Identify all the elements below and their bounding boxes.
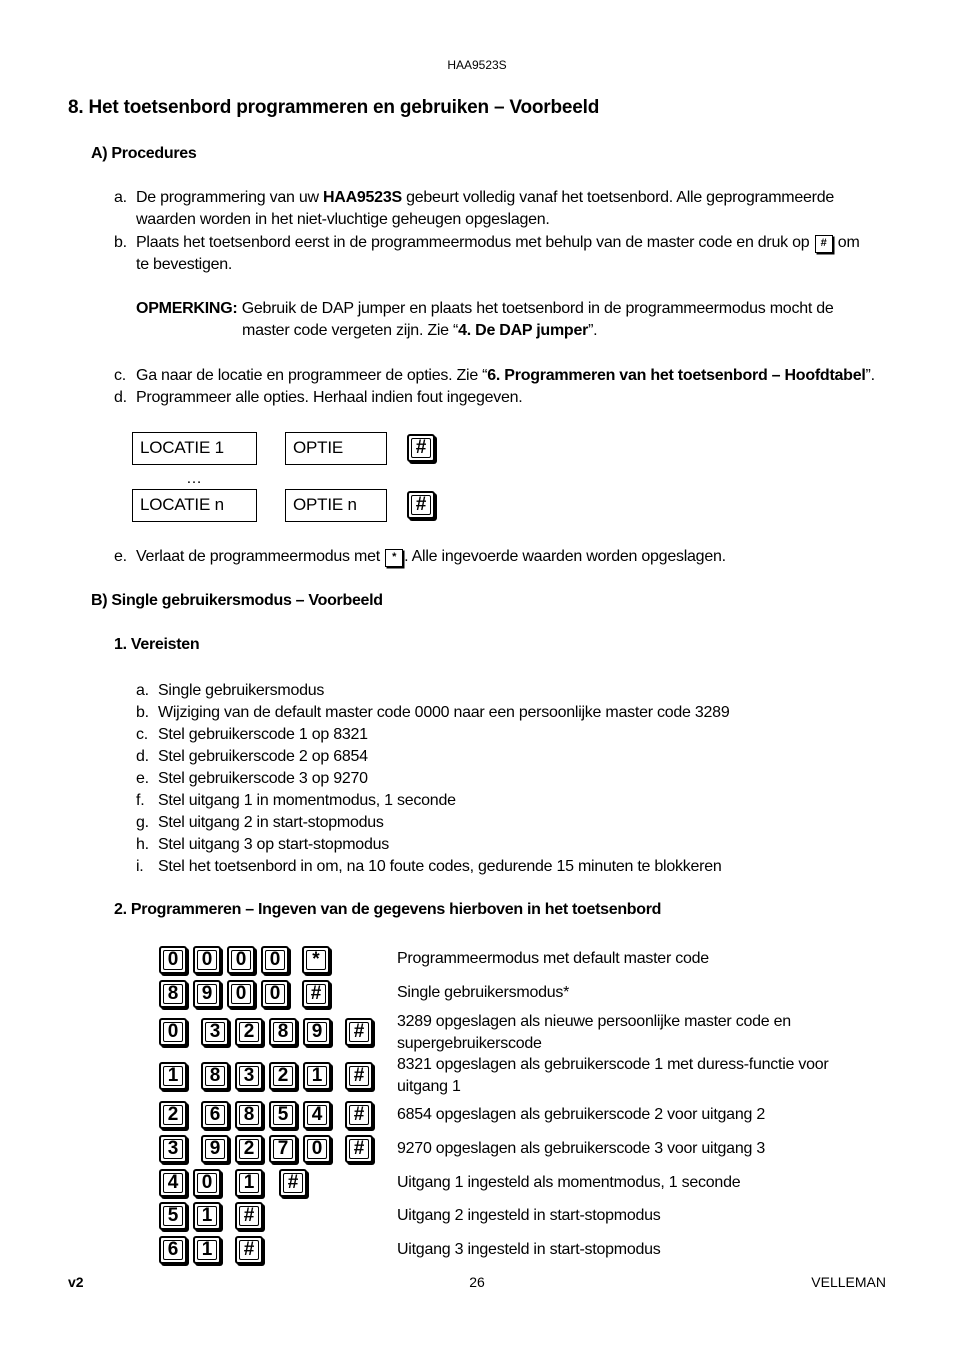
requirement-text: Stel het toetsenbord in om, na 10 foute codes, gedurende 15 minuten te blokkeren [158, 858, 722, 875]
heading-requirements: 1. Vereisten [114, 636, 200, 653]
digit-key-icon: 0 [193, 946, 221, 974]
item-c: c. Ga naar de locatie en programmeer de opties. Zie “6. Programmeren van het toetsenbord – Hoofdtabel”. [114, 365, 875, 387]
note: OPMERKING: Gebruik de DAP jumper en plaats het toetsenbord in de programmeermodus mocht de [136, 300, 834, 317]
digit-key-icon: 3 [159, 1135, 187, 1163]
digit-key-icon: 0 [261, 946, 289, 974]
item-a: a. De programmering van uw HAA9523S gebeurt volledig vanaf het toetsenbord. Alle geprogrammeerde [114, 187, 834, 209]
digit-key-icon: 2 [235, 1018, 263, 1046]
digit-key-icon: 0 [261, 980, 289, 1008]
heading-single-user-mode: B) Single gebruikersmodus – Voorbeeld [91, 592, 383, 609]
option-n-box: OPTIE n [285, 489, 387, 522]
item-a-line2: waarden worden in het niet-vluchtige geheugen opgeslagen. [136, 211, 550, 228]
footer-brand: VELLEMAN [811, 1274, 886, 1290]
item-a-label: a. [114, 189, 127, 206]
requirement-item [136, 812, 384, 834]
requirement-label: g. [136, 814, 149, 831]
location-1-box: LOCATIE 1 [132, 432, 257, 465]
hash-key-icon: # [345, 1018, 373, 1046]
requirement-item [136, 680, 324, 702]
item-e-label: e. [114, 548, 127, 565]
digit-key-icon: 8 [201, 1062, 229, 1090]
star-key-icon: * [302, 946, 330, 974]
requirement-text: Stel gebruikerscode 2 op 6854 [158, 748, 368, 765]
digit-key-icon: 1 [193, 1202, 221, 1230]
digit-key-icon: 9 [193, 980, 221, 1008]
item-e: e. Verlaat de programmeermodus met * . Alle ingevoerde waarden worden opgeslagen. [114, 546, 726, 568]
digit-key-icon: 2 [235, 1135, 263, 1163]
requirement-label: b. [136, 704, 149, 721]
digit-key-icon: 8 [159, 980, 187, 1008]
digit-key-icon: 1 [193, 1236, 221, 1264]
item-b-line2: te bevestigen. [136, 256, 233, 273]
step-description: Programmeermodus met default master code [397, 950, 709, 967]
product-code: HAA9523S [322, 189, 402, 206]
requirement-label: c. [136, 726, 148, 743]
digit-key-icon: 1 [235, 1169, 263, 1197]
hash-key-icon: # [235, 1236, 263, 1264]
requirement-item [136, 724, 368, 746]
requirement-item [136, 856, 722, 878]
digit-key-icon: 9 [303, 1018, 331, 1046]
step-description-line2: supergebruikerscode [397, 1035, 542, 1052]
step-description: 3289 opgeslagen als nieuwe persoonlijke master code en [397, 1013, 791, 1030]
hash-key-icon: # [345, 1135, 373, 1163]
hash-key-icon: # [279, 1169, 307, 1197]
step-description: 6854 opgeslagen als gebruikerscode 2 voor uitgang 2 [397, 1106, 765, 1123]
requirement-text: Stel gebruikerscode 1 op 8321 [158, 726, 368, 743]
section-title: 8. Het toetsenbord programmeren en gebruiken – Voorbeeld [68, 97, 600, 118]
star-key-icon: * [385, 549, 403, 567]
location-n-box: LOCATIE n [132, 489, 257, 522]
digit-key-icon: 0 [193, 1169, 221, 1197]
requirement-text: Stel gebruikerscode 3 op 9270 [158, 770, 368, 787]
hash-key-icon: # [235, 1202, 263, 1230]
requirement-text: Stel uitgang 2 in start-stopmodus [158, 814, 384, 831]
requirement-label: f. [136, 792, 145, 809]
digit-key-icon: 5 [159, 1202, 187, 1230]
hash-key-icon: # [815, 235, 833, 253]
requirement-label: d. [136, 748, 149, 765]
digit-key-icon: 0 [227, 946, 255, 974]
hash-key-icon: # [345, 1062, 373, 1090]
hash-key-icon: # [345, 1101, 373, 1129]
digit-key-icon: 0 [159, 1018, 187, 1046]
digit-key-icon: 5 [269, 1101, 297, 1129]
digit-key-icon: 3 [201, 1018, 229, 1046]
requirement-item [136, 768, 368, 790]
digit-key-icon: 2 [159, 1101, 187, 1129]
digit-key-icon: 0 [227, 980, 255, 1008]
footer-version: v2 [68, 1274, 84, 1290]
step-description: 9270 opgeslagen als gebruikerscode 3 voor uitgang 3 [397, 1140, 765, 1157]
step-description: Uitgang 1 ingesteld als momentmodus, 1 seconde [397, 1174, 741, 1191]
heading-procedures: A) Procedures [91, 145, 197, 162]
hash-key-icon: # [407, 491, 435, 519]
digit-key-icon: 6 [159, 1236, 187, 1264]
requirement-text: Wijziging van de default master code 0000 naar een persoonlijke master code 3289 [158, 704, 730, 721]
digit-key-icon: 0 [303, 1135, 331, 1163]
digit-key-icon: 7 [269, 1135, 297, 1163]
requirement-item [136, 834, 389, 856]
digit-key-icon: 8 [269, 1018, 297, 1046]
requirement-item [136, 746, 368, 768]
note-line2: master code vergeten zijn. Zie “4. De DAP jumper”. [242, 322, 598, 339]
item-b: b. Plaats het toetsenbord eerst in de programmeermodus met behulp van de master code en druk op # om [114, 232, 860, 254]
hash-key-icon: # [407, 434, 435, 462]
digit-key-icon: 0 [159, 946, 187, 974]
requirement-label: h. [136, 836, 149, 853]
ellipsis: … [186, 470, 202, 487]
item-c-label: c. [114, 367, 126, 384]
option-box: OPTIE [285, 432, 387, 465]
requirement-label: a. [136, 682, 149, 699]
step-description: Single gebruikersmodus* [397, 984, 570, 1001]
requirement-text: Stel uitgang 3 op start-stopmodus [158, 836, 389, 853]
digit-key-icon: 4 [303, 1101, 331, 1129]
requirement-text: Single gebruikersmodus [158, 682, 325, 699]
requirement-item [136, 790, 456, 812]
requirement-label: i. [136, 858, 144, 875]
digit-key-icon: 3 [235, 1062, 263, 1090]
requirement-label: e. [136, 770, 149, 787]
requirement-item [136, 702, 729, 724]
page-header: HAA9523S [447, 58, 507, 72]
digit-key-icon: 9 [201, 1135, 229, 1163]
digit-key-icon: 6 [201, 1101, 229, 1129]
step-description-line2: uitgang 1 [397, 1078, 461, 1095]
item-b-label: b. [114, 234, 127, 251]
footer-page-number: 26 [469, 1274, 485, 1290]
digit-key-icon: 8 [235, 1101, 263, 1129]
hash-key-icon: # [302, 980, 330, 1008]
requirement-text: Stel uitgang 1 in momentmodus, 1 seconde [158, 792, 456, 809]
step-description: Uitgang 2 ingesteld in start-stopmodus [397, 1207, 661, 1224]
item-d: d. Programmeer alle opties. Herhaal indien fout ingegeven. [114, 387, 522, 409]
note-label: OPMERKING: [136, 300, 238, 317]
item-d-label: d. [114, 389, 127, 406]
step-description: 8321 opgeslagen als gebruikerscode 1 met duress-functie voor [397, 1056, 829, 1073]
digit-key-icon: 4 [159, 1169, 187, 1197]
digit-key-icon: 2 [269, 1062, 297, 1090]
digit-key-icon: 1 [159, 1062, 187, 1090]
step-description: Uitgang 3 ingesteld in start-stopmodus [397, 1241, 661, 1258]
heading-programming: 2. Programmeren – Ingeven van de gegevens hierboven in het toetsenbord [114, 901, 662, 918]
digit-key-icon: 1 [303, 1062, 331, 1090]
